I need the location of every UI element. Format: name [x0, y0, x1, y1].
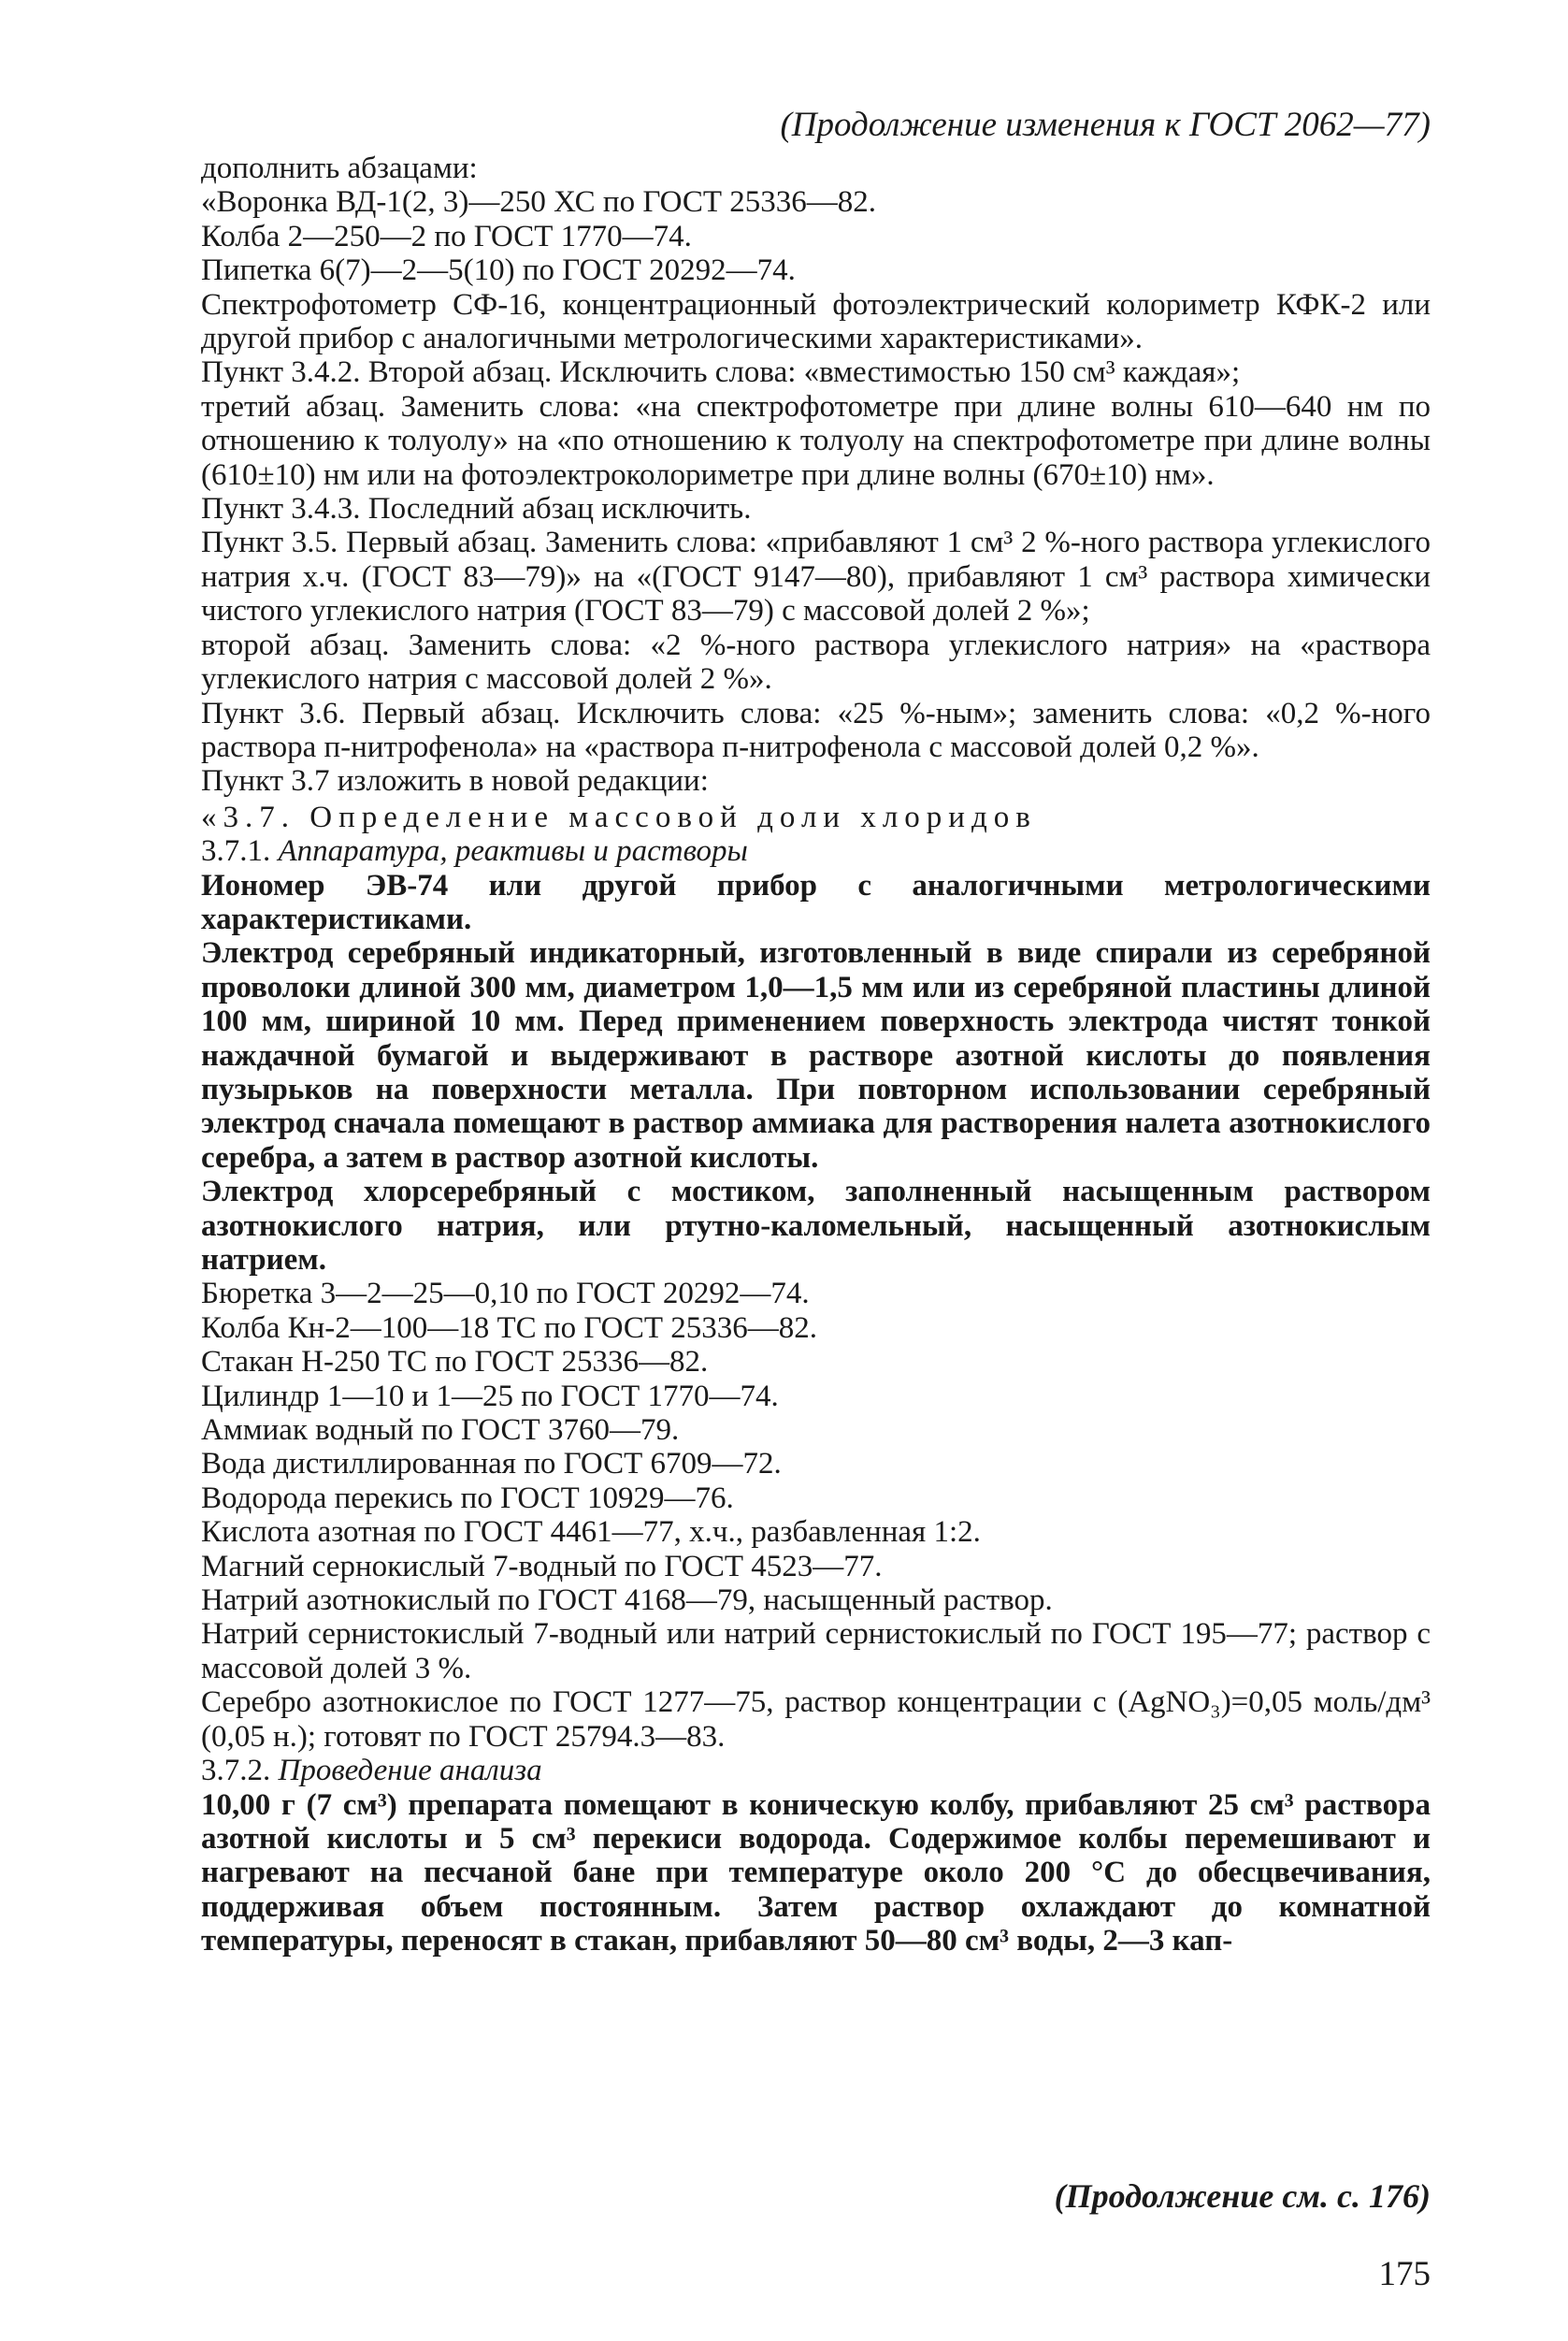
paragraph: Цилиндр 1—10 и 1—25 по ГОСТ 1770—74. — [201, 1379, 779, 1413]
paragraph: Стакан Н-250 ТС по ГОСТ 25336—82. — [201, 1345, 709, 1380]
amendment-paragraphs — [201, 152, 1431, 799]
paragraph: Пипетка 6(7)—2—5(10) по ГОСТ 20292—74. — [201, 253, 796, 288]
paragraph: 10,00 г (7 см³) препарата помещают в коническую колбу, прибавляют 25 см³ раствора азотной кислоты и 5 см³ перекиси водорода. Содержимое колбы перемешивают и нагревают на песчаной бане при температуре около 200 °С до обесцвечивания, поддерживая объем постоянным. Затем раствор охлаждают до комнатной температуры, переносят в стакан, прибавляют 50—80 см³ воды, 2—3 кап- — [201, 1787, 1431, 1958]
subsection-title: Проведение анализа — [278, 1754, 542, 1788]
section-title: «3.7. Определение массовой доли хлоридов — [201, 800, 1037, 834]
paragraph: Колба Кн-2—100—18 ТС по ГОСТ 25336—82. — [201, 1310, 817, 1345]
subsection-heading-1 — [201, 834, 1431, 868]
paragraph: Пункт 3.4.2. Второй абзац. Исключить слова: «вместимостью 150 см³ каждая»; — [201, 355, 1241, 390]
paragraph: Спектрофотометр СФ-16, концентрационный фотоэлектрический колориметр КФК-2 или другой прибор с аналогичными метрологическими характеристиками». — [201, 287, 1431, 356]
paragraph: Электрод серебряный индикаторный, изготовленный в виде спирали из серебряной проволоки длиной 300 мм, диаметром 1,0—1,5 мм или из серебряной пластины длиной 100 мм, шириной 10 мм. Перед применением поверхность электрода чистят тонкой наждачной бумагой и выдерживают в растворе азотной кислоты до появления пузырьков на поверхности металла. При повторном использовании серебряный электрод сначала помещают в раствор аммиака для растворения налета азотнокислого серебра, а затем в раствор азотной кислоты. — [201, 936, 1431, 1175]
continuation-footer: (Продолжение см. с. 176) — [1054, 2177, 1431, 2215]
subsection-number: 3.7.2. — [201, 1754, 271, 1788]
paragraph: Вода дистиллированная по ГОСТ 6709—72. — [201, 1447, 782, 1481]
paragraph: Пункт 3.4.3. Последний абзац исключить. — [201, 492, 752, 527]
paragraph: Натрий азотнокислый по ГОСТ 4168—79, насыщенный раствор. — [201, 1583, 1053, 1618]
continuation-header: (Продолжение изменения к ГОСТ 2062—77) — [780, 106, 1431, 144]
paragraph: Натрий сернистокислый 7-водный или натрий сернистокислый по ГОСТ 195—77; раствор с массовой долей 3 %. — [201, 1617, 1431, 1685]
paragraph: Аммиак водный по ГОСТ 3760—79. — [201, 1413, 680, 1448]
subsection-title: Аппаратура, реактивы и растворы — [278, 834, 748, 869]
page-number: 175 — [1378, 2255, 1431, 2293]
apparatus-list — [201, 869, 1431, 1755]
subsection-heading-2 — [201, 1754, 1431, 1787]
paragraph: Пункт 3.5. Первый абзац. Заменить слова: «прибавляют 1 см³ 2 %-ного раствора углекислого натрия х.ч. (ГОСТ 83—79)» на «(ГОСТ 9147—80), прибавляют 1 см³ раствора химически чистого углекислого натрия (ГОСТ 83—79) с массовой долей 2 %»; — [201, 526, 1431, 629]
paragraph: Иономер ЭВ-74 или другой прибор с аналогичными метрологическими характеристиками. — [201, 868, 1431, 936]
paragraph: Пункт 3.6. Первый абзац. Исключить слова: «25 %-ным»; заменить слова: «0,2 %-ного раствора п-нитрофенола» на «раствора п-нитрофенола с массовой долей 0,2 %». — [201, 696, 1431, 764]
paragraph: Серебро азотнокислое по ГОСТ 1277—75, раствор концентрации c (AgNO₃)=0,05 моль/дм³ (0,05 н.); готовят по ГОСТ 25794.3—83. — [201, 1685, 1431, 1754]
subsection-number: 3.7.1. — [201, 834, 271, 869]
paragraph: Колба 2—250—2 по ГОСТ 1770—74. — [201, 219, 692, 253]
paragraph: Электрод хлорсеребряный с мостиком, заполненный насыщенным раствором азотнокислого натрия, или ртутно-каломельный, насыщенный азотнокислым натрием. — [201, 1175, 1431, 1277]
paragraph: дополнить абзацами: — [201, 152, 478, 185]
paragraph: Магний сернокислый 7-водный по ГОСТ 4523—77. — [201, 1549, 883, 1583]
document-page — [201, 103, 1431, 1958]
paragraph: Бюретка 3—2—25—0,10 по ГОСТ 20292—74. — [201, 1277, 810, 1311]
paragraph: Кислота азотная по ГОСТ 4461—77, х.ч., разбавленная 1:2. — [201, 1515, 981, 1550]
paragraph: Водорода перекись по ГОСТ 10929—76. — [201, 1481, 734, 1515]
paragraph: третий абзац. Заменить слова: «на спектрофотометре при длине волны 610—640 нм по отношению к толуолу» на «по отношению к толуолу на спектрофотометре при длине волны (610±10) нм или на фотоэлектроколориметре при длине волны (670±10) нм». — [201, 389, 1431, 492]
paragraph: Пункт 3.7 изложить в новой редакции: — [201, 764, 709, 799]
paragraph: «Воронка ВД-1(2, 3)—250 ХС по ГОСТ 25336—82. — [201, 185, 876, 220]
paragraph: второй абзац. Заменить слова: «2 %-ного раствора углекислого натрия» на «раствора углекислого натрия с массовой долей 2 %». — [201, 628, 1431, 697]
analysis-paragraphs — [201, 1788, 1431, 1958]
